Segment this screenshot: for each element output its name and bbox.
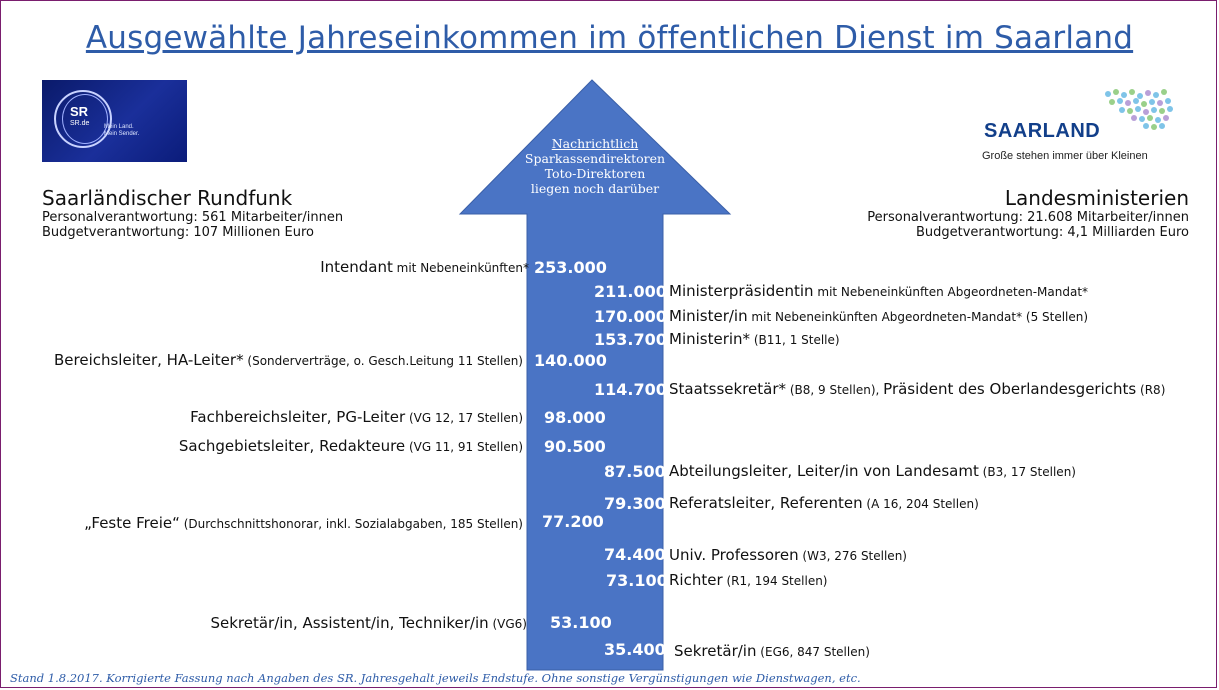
sr-header-line1: Personalverantwortung: 561 Mitarbeiter/innen — [42, 210, 344, 225]
arrow-note-line: Toto-Direktoren — [544, 166, 646, 181]
land-header — [867, 186, 1189, 240]
sr-entry-value: 77.200 — [542, 512, 604, 531]
sr-entry-label: Sachgebietsleiter, Redakteure (VG 11, 91 Stellen) — [178, 437, 523, 455]
sr-header — [42, 186, 343, 240]
sr-entry-value: 253.000 — [534, 258, 607, 277]
saarland-claim: Große stehen immer über Kleinen — [982, 150, 1148, 162]
land-entry-value: 35.400 — [604, 640, 666, 659]
land-header-line1: Personalverantwortung: 21.608 Mitarbeiter/innen — [867, 210, 1189, 225]
land-header-line2: Budgetverantwortung: 4,1 Milliarden Euro — [915, 225, 1189, 240]
land-entry-value: 114.700 — [594, 380, 667, 399]
sr-logo — [42, 80, 187, 162]
arrow-note — [520, 136, 670, 196]
sr-entry-value: 53.100 — [550, 613, 612, 632]
land-entry-value: 170.000 — [594, 307, 667, 326]
land-header-title: Landesministerien — [1004, 186, 1189, 210]
saarland-logo — [980, 86, 1180, 166]
land-entry-label: Univ. Professoren (W3, 276 Stellen) — [669, 546, 907, 564]
sr-entry-value: 140.000 — [534, 351, 607, 370]
page-title: Ausgewählte Jahreseinkommen im öffentlichen Dienst im Saarland — [85, 20, 1134, 56]
sr-logo-slogan: Mein Land. Mein Sender. — [104, 124, 140, 137]
sr-header-title: Saarländischer Rundfunk — [42, 186, 293, 210]
land-entry-label: Minister/in mit Nebeneinkünften Abgeordneten-Mandat* (5 Stellen) — [669, 307, 1089, 325]
land-entry-label: Sekretär/in (EG6, 847 Stellen) — [674, 642, 870, 660]
land-entry-value: 211.000 — [594, 282, 667, 301]
sr-header-line2: Budgetverantwortung: 107 Millionen Euro — [42, 225, 315, 240]
footer-note: Stand 1.8.2017. Korrigierte Fassung nach Angaben des SR. Jahresgehalt jeweils Endstufe. Ohne sonstige Vergünstigungen wie Dienstwagen, etc. — [10, 671, 861, 685]
saarland-brand: SAARLAND — [984, 120, 1101, 142]
land-entry-value: 73.100 — [606, 571, 668, 590]
sr-entry-value: 90.500 — [544, 437, 606, 456]
land-entry-label: Richter (R1, 194 Stellen) — [669, 571, 828, 589]
land-entry-label: Ministerin* (B11, 1 Stelle) — [669, 330, 840, 348]
land-entry-label: Staatssekretär* (B8, 9 Stellen), Präsident des Oberlandesgerichts (R8) — [669, 380, 1166, 398]
arrow-note-line: liegen noch darüber — [530, 181, 660, 196]
sr-entry-label: Sekretär/in, Assistent/in, Techniker/in (VG6) — [210, 614, 527, 632]
sr-entry-label: „Feste Freie“ (Durchschnittshonorar, inkl. Sozialabgaben, 185 Stellen) — [84, 514, 523, 532]
land-entry-value: 87.500 — [604, 462, 666, 481]
sr-entry-label: Intendant mit Nebeneinkünften* — [320, 258, 529, 276]
land-entry-value: 79.300 — [604, 494, 666, 513]
sr-entry-label: Fachbereichsleiter, PG-Leiter (VG 12, 17 Stellen) — [190, 408, 523, 426]
sr-logo-sub: SR.de — [70, 120, 90, 127]
land-entry-value: 74.400 — [604, 545, 666, 564]
arrow-note-line: Sparkassendirektoren — [524, 151, 666, 166]
sr-entry-label: Bereichsleiter, HA-Leiter* (Sonderverträge, o. Gesch.Leitung 11 Stellen) — [53, 351, 523, 369]
sr-entry-value: 98.000 — [544, 408, 606, 427]
land-entry-label: Ministerpräsidentin mit Nebeneinkünften Abgeordneten-Mandat* — [669, 282, 1089, 300]
land-entry-value: 153.700 — [594, 330, 667, 349]
land-entry-label: Abteilungsleiter, Leiter/in von Landesamt (B3, 17 Stellen) — [669, 462, 1076, 480]
saarland-map-icon — [1102, 86, 1180, 136]
arrow-note-heading: Nachrichtlich — [551, 136, 639, 151]
land-entry-label: Referatsleiter, Referenten (A 16, 204 Stellen) — [669, 494, 979, 512]
sr-logo-text: SR — [70, 104, 89, 119]
